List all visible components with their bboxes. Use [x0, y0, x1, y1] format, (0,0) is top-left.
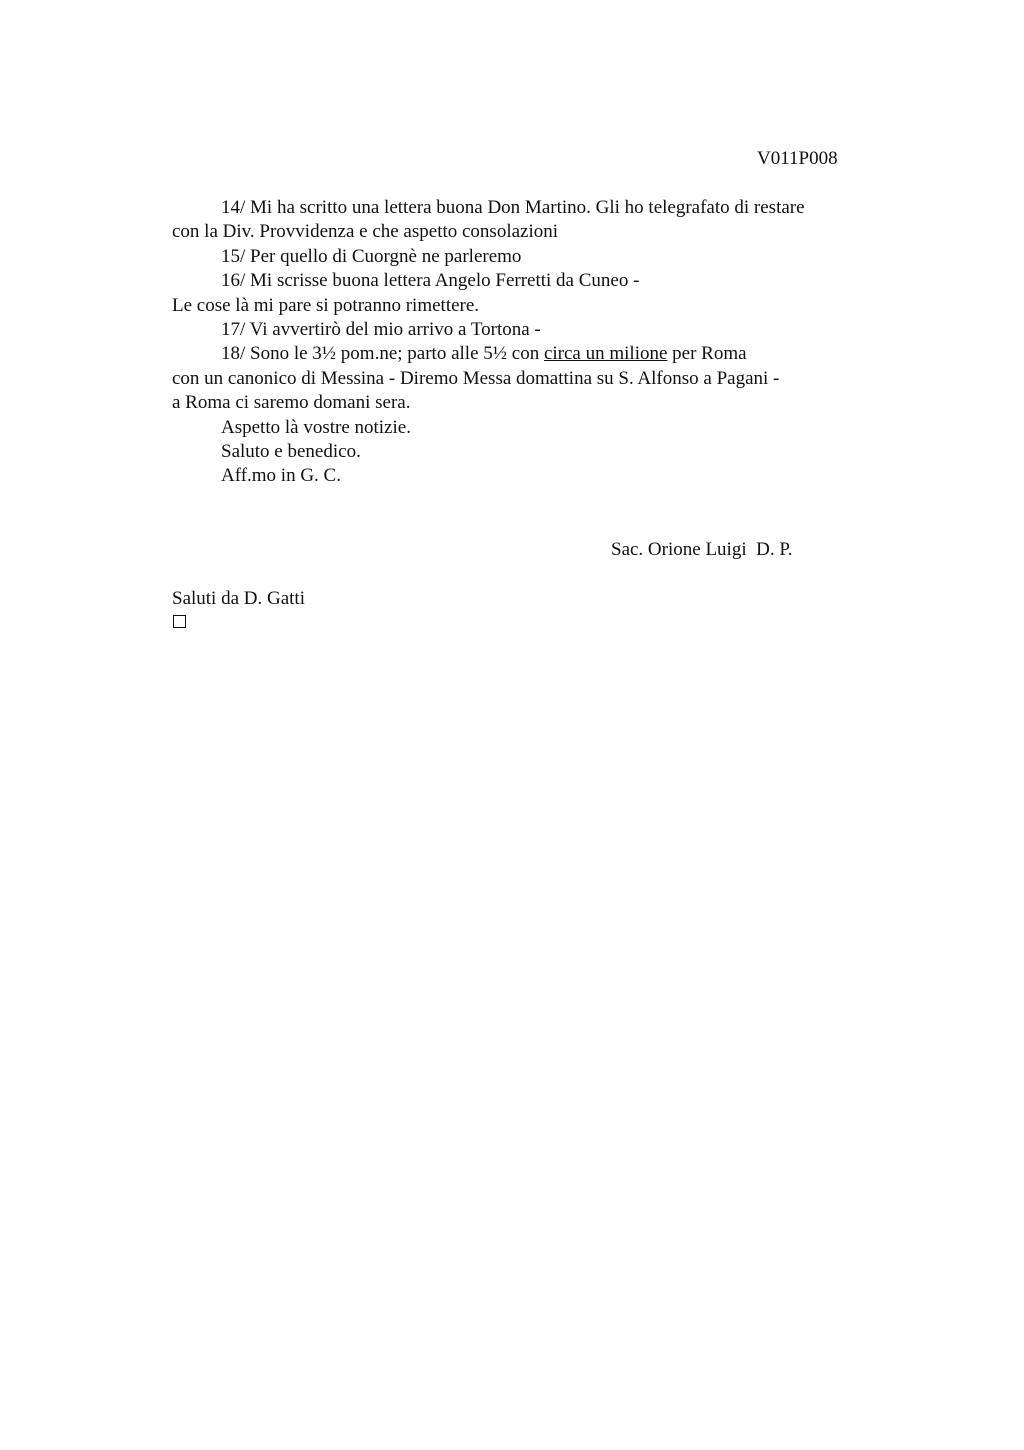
- body-line: [172, 342, 872, 366]
- body-line: Saluto e benedico.: [221, 440, 361, 462]
- underlined-phrase: circa un milione: [543, 343, 668, 365]
- body-line: 17/ Vi avvertirò del mio arrivo a Tortona -: [221, 318, 541, 340]
- body-line: Aspetto là vostre notizie.: [221, 416, 411, 438]
- signature: Sac. Orione Luigi D. P.: [611, 539, 793, 560]
- body-line: con un canonico di Messina - Diremo Messa domattina su S. Alfonso a Pagani -: [172, 367, 780, 389]
- body-line: 15/ Per quello di Cuorgnè ne parleremo: [221, 245, 522, 267]
- body-line: 14/ Mi ha scritto una lettera buona Don Martino. Gli ho telegrafato di restare: [221, 197, 805, 218]
- body-line-segment: 18/ Sono le 3½ pom.ne; parto alle 5½ con: [221, 343, 544, 365]
- body-line-segment: per Roma: [667, 343, 747, 365]
- document-reference: V011P008: [757, 148, 838, 169]
- postscript: Saluti da D. Gatti: [172, 588, 305, 609]
- body-line: con la Div. Provvidenza e che aspetto consolazioni: [172, 221, 559, 243]
- body-line: a Roma ci saremo domani sera.: [172, 392, 411, 414]
- body-line: 16/ Mi scrisse buona lettera Angelo Ferretti da Cuneo -: [221, 270, 640, 292]
- body-line: Le cose là mi pare si potranno rimettere.: [172, 294, 480, 316]
- square-box-icon: [173, 615, 186, 628]
- body-line: Aff.mo in G. C.: [221, 465, 341, 487]
- letter-body: [172, 196, 872, 489]
